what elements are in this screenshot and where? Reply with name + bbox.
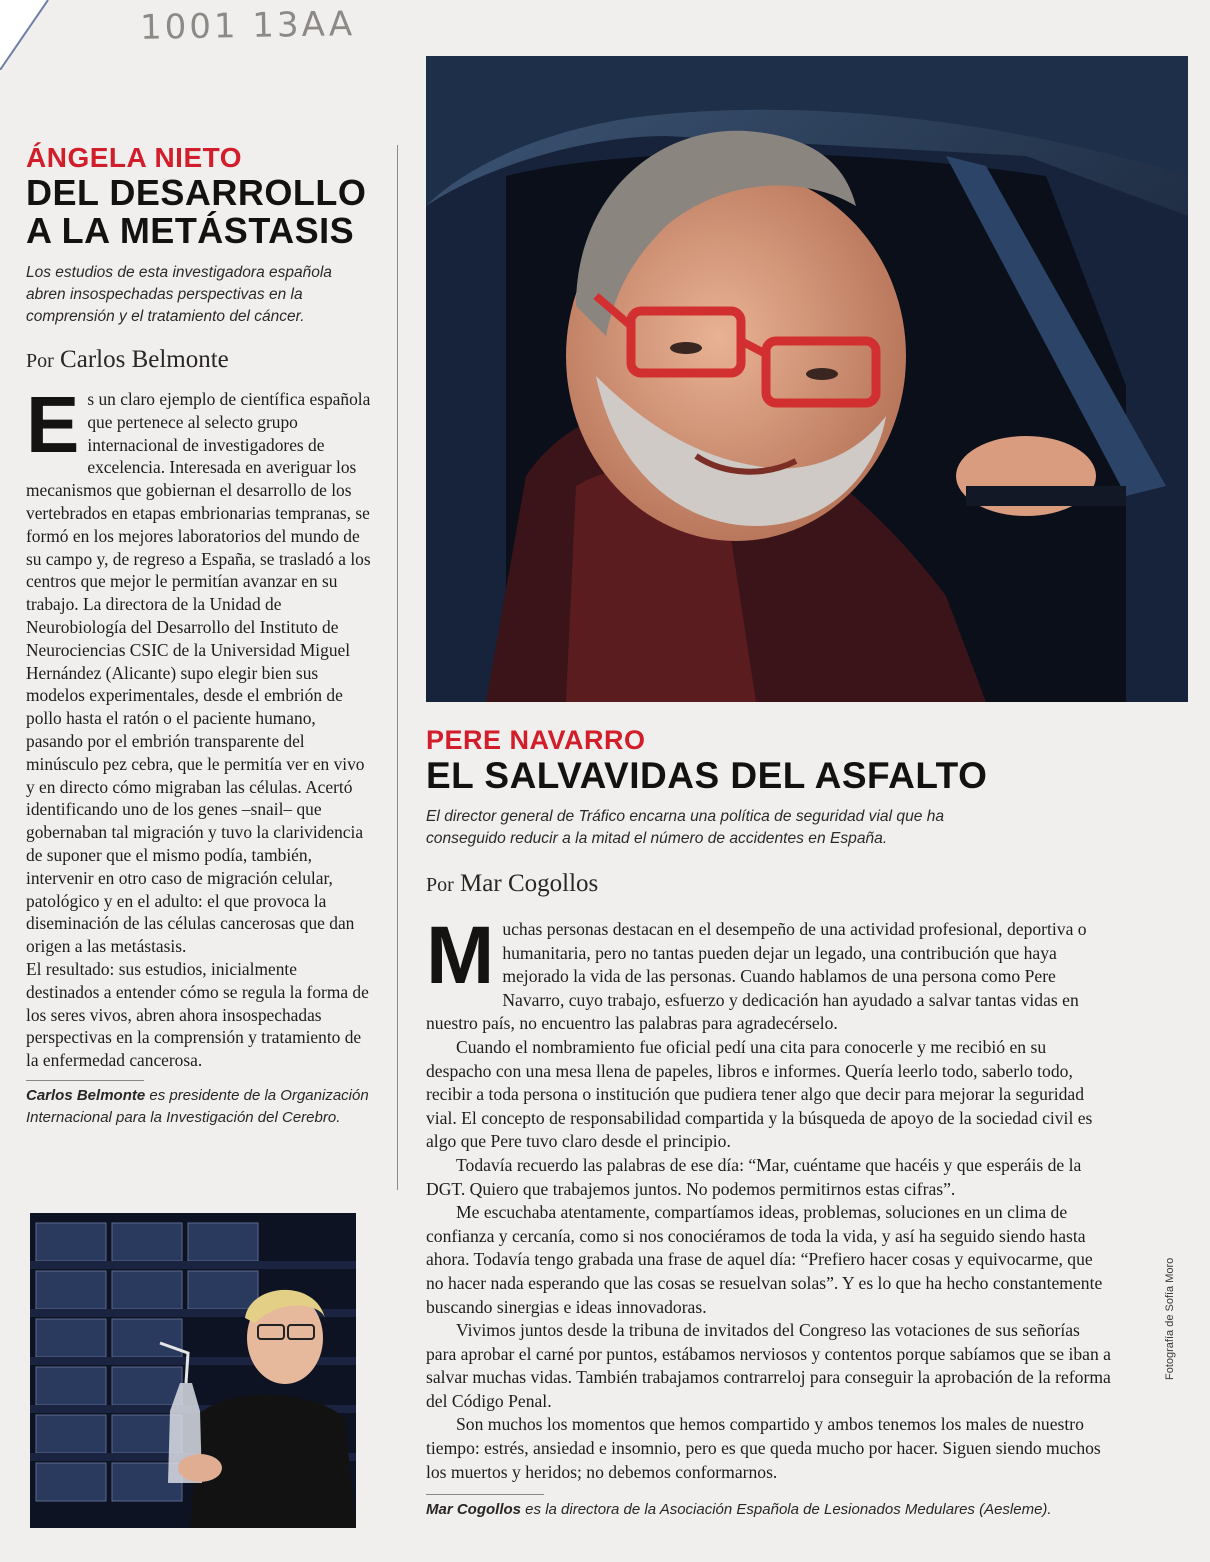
- right-body-paragraph-2: Cuando el nombramiento fue oficial pedí una cita para conocerle y me recibió en su despacho con una mesa llena de papeles, libros e informes. Quería leerlo todo, saberlo todo, recibir a toda persona o institución que pudiera tener algo que decir para mejorar la seguridad vial. El concepto de responsabilidad compartida y la búsqueda de apoyo de la sociedad civil es algo que Pere tuvo claro desde el principio.: [426, 1036, 1093, 1152]
- right-body-paragraph-6: Son muchos los momentos que hemos compartido y ambos tenemos los males de nuestro tiempo: estrés, ansiedad e insomnio, pero es que queda mucho por hacer. Siguen siendo muchos los muertos y heridos; no debemos conformarnos.: [426, 1414, 1101, 1482]
- left-byline-name: Carlos Belmonte: [60, 346, 229, 373]
- left-article: [26, 142, 372, 1129]
- portrait-photo-angela-nieto: [30, 1213, 356, 1528]
- left-kicker: ÁNGELA NIETO: [26, 142, 243, 173]
- left-deck: Los estudios de esta investigadora española abren insospechadas perspectivas en la comprensión y el tratamiento del cáncer.: [26, 264, 332, 325]
- right-bio-name: Mar Cogollos: [426, 1501, 522, 1519]
- right-headline: EL SALVAVIDAS DEL ASFALTO: [426, 755, 988, 796]
- left-byline-prefix: Por: [26, 350, 54, 372]
- left-bio-rule: [26, 1080, 144, 1081]
- column-divider: [397, 145, 398, 1190]
- right-bio-rule: [426, 1494, 544, 1495]
- left-byline: [26, 346, 372, 374]
- left-bio: [26, 1085, 372, 1129]
- right-article: [426, 724, 1126, 1521]
- right-dropcap: M: [426, 910, 495, 1001]
- right-byline: [426, 870, 1126, 898]
- left-bio-name: Carlos Belmonte: [26, 1086, 146, 1104]
- photo-credit: Fotografía de Sofía Moro: [1164, 1257, 1176, 1380]
- lab-portrait-illustration: [30, 1213, 356, 1528]
- right-byline-name: Mar Cogollos: [460, 870, 599, 897]
- left-body-paragraph-2: El resultado: sus estudios, inicialmente destinados a entender cómo se regula la forma de los seres vivos, abren ahora insospechadas perspectivas en la comprensión y tratamiento de la enfermedad cancerosa.: [26, 958, 369, 1071]
- right-deck: El director general de Tráfico encarna una política de seguridad vial que ha conseguido reducir a la mitad el número de accidentes en España.: [426, 808, 945, 847]
- right-body-paragraph-5: Vivimos juntos desde la tribuna de invitados del Congreso las votaciones de sus señorías para aprobar el carné por puntos, estábamos nerviosos y contentos porque sabíamos que se iban a salvar muchas vidas. También trabajamos contrarreloj para conseguir la aprobación de la reforma del Código Penal.: [426, 1320, 1111, 1411]
- left-body: [26, 380, 372, 1072]
- right-byline-prefix: Por: [426, 874, 454, 896]
- right-bio-text: es la directora de la Asociación Española de Lesionados Medulares (Aesleme).: [521, 1501, 1052, 1519]
- handwritten-code: 1001 13AA: [139, 4, 356, 48]
- right-body-paragraph-4: Me escuchaba atentamente, compartíamos ideas, problemas, soluciones en un clima de confianza y cercanía, como si nos conociéramos de toda la vida, y así ha seguido siendo hasta ahora. Todavía tengo grabada una frase de aquel día: “Prefiero hacer cosas y equivocarme, que no hacer nada esperando que las cosas se resuelvan solas”. Y es lo que ha hecho constantemente buscando sinergias e ideas innovadoras.: [426, 1202, 1103, 1317]
- right-body-paragraph-3: Todavía recuerdo las palabras de ese día: “Mar, cuéntame que hacéis y que esperáis de la DGT. Quiero que trabajemos juntos. No podemos permitirnos estas cifras”.: [426, 1154, 1082, 1199]
- left-bio-text: es presidente de la Organización Internacional para la Investigación del Cerebro.: [26, 1086, 369, 1126]
- right-body-paragraph-1: uchas personas destacan en el desempeño de una actividad profesional, deportiva o humanitaria, pero no tantas pueden dejar un legado, una contribución que haya mejorado la vida de las personas. Cuando hablamos de una persona como Pere Navarro, cuyo trabajo, esfuerzo y dedicación han ayudado a salvar tantas vidas en nuestro país, no encuentro las palabras para agradecérselo.: [426, 919, 1087, 1034]
- folded-corner: [0, 0, 60, 70]
- car-portrait-illustration: [426, 56, 1188, 702]
- left-body-paragraph-1: s un claro ejemplo de científica española que pertenece al selecto grupo internacional de investigadores de excelencia. Interesada en averiguar los mecanismos que gobiernan el desarrollo de los vertebrados en etapas embrionarias tempranas, se formó en los mejores laboratorios del mundo de su campo y, de regreso a España, se trasladó a los centros que mejor le permitían avanzar en su trabajo. La directora de la Unidad de Neurobiología del Desarrollo del Instituto de Neurociencias CSIC de la Universidad Miguel Hernández (Alicante) supo elegir bien sus modelos experimentales, desde el embrión de pollo hasta el ratón o el paciente humano, pasando por el embrión transparente del minúsculo pez cebra, que le permitía ver en vivo y en directo cómo migraban las células. Acertó identificando uno de los genes –snail– que gobernaban tal migración y tuvo la clarividencia de suponer que el mismo podía, también, intervenir en otro caso de migración celular, patológico y en el adulto: el que provoca la diseminación de las células cancerosas que dan origen a las metástasis.: [26, 389, 371, 957]
- right-body: [426, 910, 1114, 1484]
- right-bio: [426, 1499, 1126, 1521]
- portrait-photo-pere-navarro: [426, 56, 1188, 702]
- left-headline-line-2: A LA METÁSTASIS: [26, 210, 355, 251]
- left-headline: [26, 174, 372, 250]
- left-headline-line-1: DEL DESARROLLO: [26, 172, 367, 213]
- left-dropcap: E: [26, 380, 80, 469]
- right-kicker: PERE NAVARRO: [426, 725, 646, 755]
